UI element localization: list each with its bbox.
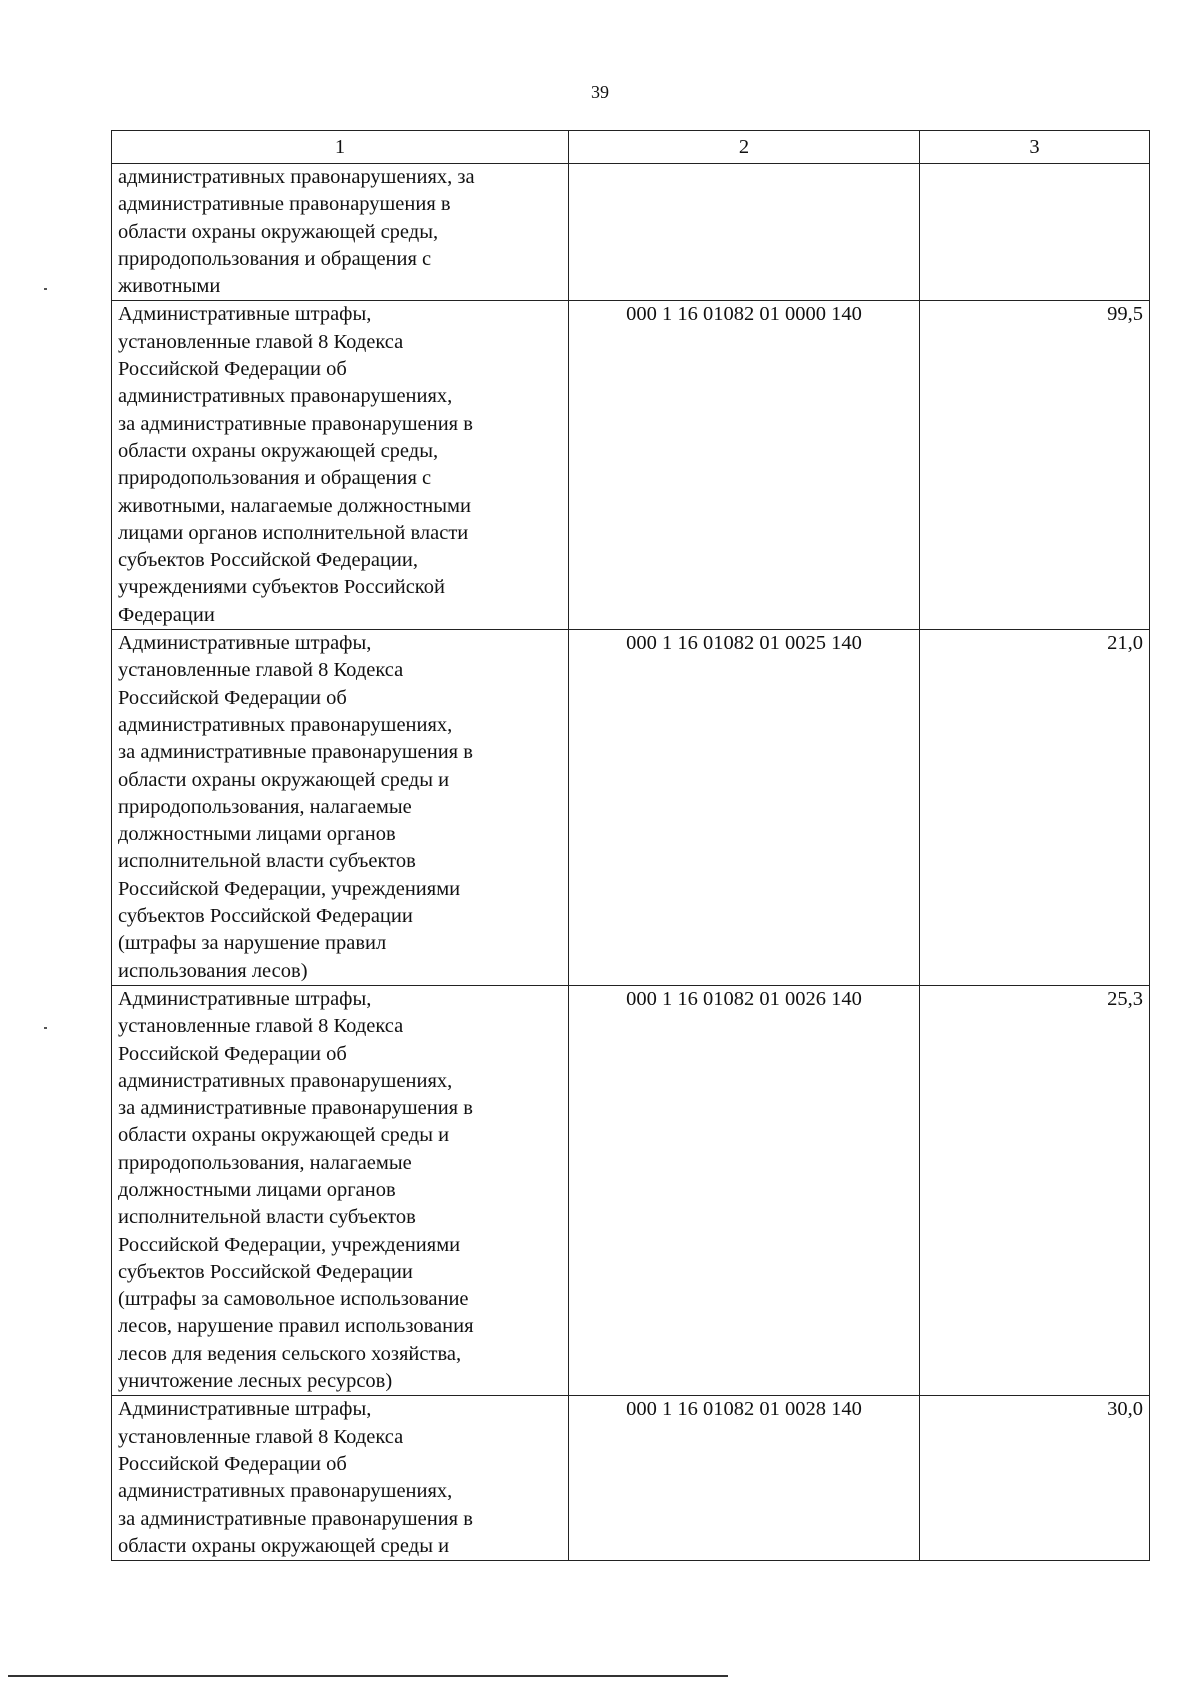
revenue-name-line: Административные штрафы, xyxy=(118,1398,372,1421)
revenue-name-line: животными xyxy=(118,275,221,298)
revenue-name-line: лесов для ведения сельского хозяйства, xyxy=(118,1342,462,1365)
scan-speck xyxy=(44,1027,47,1029)
revenue-name-line: области охраны окружающей среды и xyxy=(118,1534,450,1557)
revenue-name-line: административных правонарушениях, xyxy=(118,1480,453,1503)
table-body xyxy=(112,164,1150,1561)
table-row xyxy=(112,164,1150,301)
revenue-name-line: Российской Федерации об xyxy=(118,1452,347,1475)
revenue-name-line: административных правонарушениях, xyxy=(118,713,453,736)
revenue-name-line: за административные правонарушения в xyxy=(118,412,473,435)
column-header-1: 1 xyxy=(112,131,569,164)
revenue-name-line: Российской Федерации, учреждениями xyxy=(118,877,461,900)
revenue-name-line: субъектов Российской Федерации, xyxy=(118,549,418,572)
footer-rule xyxy=(8,1675,728,1677)
amount-cell: 25,3 xyxy=(920,985,1150,1395)
revenue-name-cell xyxy=(112,630,569,986)
budget-code-cell: 000 1 16 01082 01 0025 140 xyxy=(569,630,920,986)
revenue-name-line: природопользования и обращения с xyxy=(118,247,432,270)
revenue-name-cell xyxy=(112,164,569,301)
amount-cell xyxy=(920,164,1150,301)
revenue-name-line: (штрафы за нарушение правил xyxy=(118,932,387,955)
revenue-name-line: природопользования и обращения с xyxy=(118,467,432,490)
revenue-name-line: административных правонарушениях, за xyxy=(118,166,475,188)
table-row xyxy=(112,985,1150,1395)
revenue-name-line: области охраны окружающей среды и xyxy=(118,1124,450,1147)
revenue-name-line: Административные штрафы, xyxy=(118,632,372,655)
revenue-name-line: Российской Федерации об xyxy=(118,358,347,381)
column-header-2: 2 xyxy=(569,131,920,164)
revenue-name-line: административных правонарушениях, xyxy=(118,1069,453,1092)
revenue-name-line: Российской Федерации об xyxy=(118,1042,347,1065)
revenue-name-line: субъектов Российской Федерации xyxy=(118,905,413,928)
revenue-name-line: административные правонарушения в xyxy=(118,193,451,216)
revenue-name-line: установленные главой 8 Кодекса xyxy=(118,1425,404,1448)
revenue-name-line: лесов, нарушение правил использования xyxy=(118,1315,474,1338)
revenue-name-line: Федерации xyxy=(118,603,215,626)
revenue-name-line: природопользования, налагаемые xyxy=(118,795,412,818)
revenue-name-line: Административные штрафы, xyxy=(118,303,372,326)
revenue-name-line: за административные правонарушения в xyxy=(118,741,473,764)
page-number: 39 xyxy=(591,82,609,102)
revenue-name-line: исполнительной власти субъектов xyxy=(118,1206,416,1229)
revenue-name-line: субъектов Российской Федерации xyxy=(118,1260,413,1283)
revenue-name-line: должностными лицами органов xyxy=(118,1178,396,1201)
scan-speck xyxy=(44,288,47,290)
revenue-name-line: учреждениями субъектов Российской xyxy=(118,576,445,599)
table-row xyxy=(112,1396,1150,1561)
table-row xyxy=(112,630,1150,986)
revenue-name-cell xyxy=(112,301,569,630)
amount-cell: 21,0 xyxy=(920,630,1150,986)
column-header-3: 3 xyxy=(920,131,1150,164)
revenue-name-line: административных правонарушениях, xyxy=(118,385,453,408)
revenue-name-line: животными, налагаемые должностными xyxy=(118,494,471,517)
revenue-name-line: должностными лицами органов xyxy=(118,823,396,846)
table-row xyxy=(112,301,1150,630)
revenue-name-line: за административные правонарушения в xyxy=(118,1097,473,1120)
revenue-name-line: Административные штрафы, xyxy=(118,987,372,1010)
revenue-name-line: Российской Федерации об xyxy=(118,686,347,709)
revenue-name-line: области охраны окружающей среды, xyxy=(118,220,439,243)
budget-code-cell: 000 1 16 01082 01 0026 140 xyxy=(569,985,920,1395)
revenue-name-line: природопользования, налагаемые xyxy=(118,1151,412,1174)
budget-code-cell: 000 1 16 01082 01 0028 140 xyxy=(569,1396,920,1561)
revenue-name-line: установленные главой 8 Кодекса xyxy=(118,1015,404,1038)
amount-cell: 99,5 xyxy=(920,301,1150,630)
amount-cell: 30,0 xyxy=(920,1396,1150,1561)
revenue-name-line: (штрафы за самовольное использование xyxy=(118,1288,469,1311)
revenue-name-line: установленные главой 8 Кодекса xyxy=(118,659,404,682)
revenue-name-line: уничтожение лесных ресурсов) xyxy=(118,1370,393,1393)
revenue-name-line: за административные правонарушения в xyxy=(118,1507,473,1530)
revenue-name-line: лицами органов исполнительной власти xyxy=(118,521,469,544)
table-header xyxy=(112,131,1150,164)
header-row xyxy=(112,131,1150,164)
revenue-name-line: установленные главой 8 Кодекса xyxy=(118,330,404,353)
budget-code-cell: 000 1 16 01082 01 0000 140 xyxy=(569,301,920,630)
budget-code-cell xyxy=(569,164,920,301)
revenue-name-line: использования лесов) xyxy=(118,959,308,982)
revenue-name-line: области охраны окружающей среды, xyxy=(118,439,439,462)
budget-revenue-table xyxy=(111,130,1150,1561)
revenue-name-line: исполнительной власти субъектов xyxy=(118,850,416,873)
revenue-name-cell xyxy=(112,1396,569,1561)
revenue-name-cell xyxy=(112,985,569,1395)
revenue-name-line: Российской Федерации, учреждениями xyxy=(118,1233,461,1256)
revenue-name-line: области охраны окружающей среды и xyxy=(118,768,450,791)
